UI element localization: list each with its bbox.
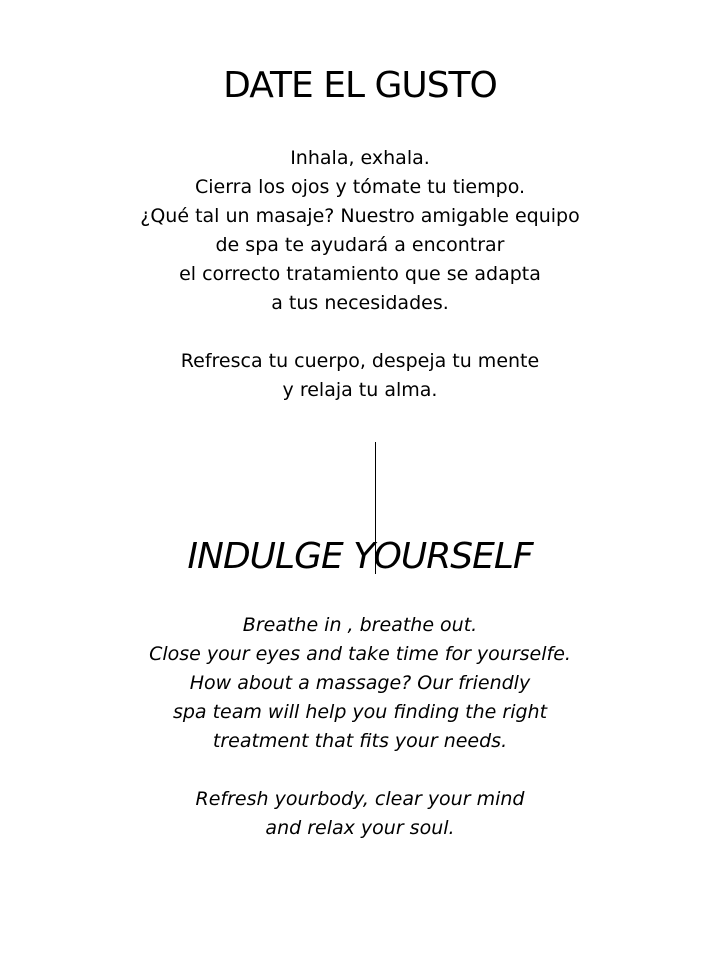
english-line: Close your eyes and take time for yourselfe. <box>149 643 571 665</box>
paragraph-gap <box>0 756 720 785</box>
spanish-line: de spa te ayudará a encontrar <box>215 234 505 256</box>
spanish-body <box>0 144 720 405</box>
spanish-line: Cierra los ojos y tómate tu tiempo. <box>194 176 526 198</box>
english-body <box>0 611 720 843</box>
english-line: How about a massage? Our friendly <box>189 672 531 694</box>
spanish-line: y relaja tu alma. <box>282 379 438 401</box>
spanish-line: a tus necesidades. <box>271 292 449 314</box>
paragraph-gap <box>0 318 720 347</box>
english-line: Refresh yourbody, clear your mind <box>195 788 525 810</box>
spanish-title: DATE EL GUSTO <box>223 65 497 106</box>
english-line: spa team will help you finding the right <box>172 701 548 723</box>
english-line: and relax your soul. <box>265 817 455 839</box>
spanish-line: Refresca tu cuerpo, despeja tu mente <box>180 350 540 372</box>
english-line: Breathe in , breathe out. <box>242 614 478 636</box>
english-title: INDULGE YOURSELF <box>187 536 533 577</box>
english-line: treatment that fits your needs. <box>212 730 508 752</box>
spanish-line: Inhala, exhala. <box>290 147 430 169</box>
spanish-line: el correcto tratamiento que se adapta <box>179 263 541 285</box>
spanish-line: ¿Qué tal un masaje? Nuestro amigable equipo <box>140 205 580 227</box>
